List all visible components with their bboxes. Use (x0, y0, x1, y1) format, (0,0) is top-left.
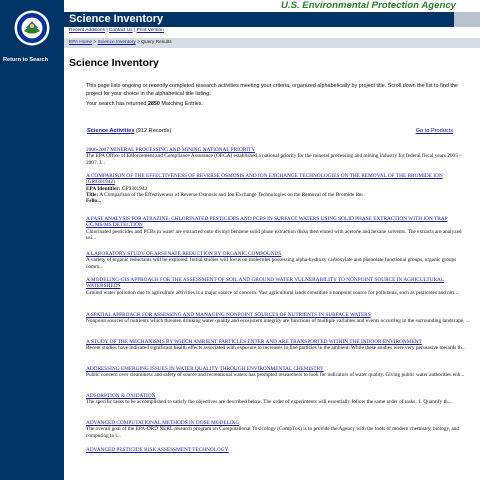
site-title: Science Inventory (69, 13, 164, 25)
print-version-link[interactable]: Print Version (136, 28, 164, 33)
entry-description: Ground water pollution due to agriculture activities is a major source of concern. Vast agricultural lands constitute a nonpoint source for pollutants, such as pesticides and nitr... (86, 289, 459, 296)
activities-heading (87, 128, 171, 134)
intro-text: This page lists ongoing or recently completed research activities meeting your criteria, organized alphabetically by project title. Scroll down the list to find the project for your choice in the alphabetical title listing. (86, 83, 458, 97)
entry-title-link[interactable]: A COMPARISON OF THE EFFECTIVENESS OF REVERSE OSMOSIS AND ION EXCHANGE TECHNOLOGIES ON THE REMOVAL OF THE BROMIDE ION (GF9301942) (86, 173, 443, 186)
breadcrumb-separator: > (137, 39, 142, 45)
entry-title-link[interactable]: A FAST ANALYSIS FOR ATRAZINE, CHLORINATED PESTICIDES AND PCBS IN SURFACE WATERS USING SOLID PHASE EXTRACTION WITH ION TRAP GC/MS/MS DETECTION (86, 216, 448, 229)
list-item (86, 216, 470, 241)
entry-title-link[interactable]: ADVANCED COMPUTATIONAL METHODS IN DOSE MODELING (86, 420, 240, 426)
entry-fellow (86, 198, 470, 204)
entry-description: Chlorinated pesticides and PCBs in water are extracted onto divinyl benzene solid phase extraction disks then eluted with acetone and hexane solvents. The extracts are analyzed usi... (86, 228, 462, 241)
site-title-bar (64, 12, 454, 27)
breadcrumb-bar (64, 38, 480, 48)
breadcrumb-science-inventory[interactable]: Science Inventory (97, 39, 136, 45)
entry-title-link[interactable]: A MODELING-GIS APPROACH FOR THE ASSESSMENT OF SOIL AND GROUND WATER VULNERABILITY TO NONPOINT SOURCE IN AGRICULTURAL WATERSHEDS (86, 277, 445, 290)
entry-description: Public concern over cleanliness and safety of source and recreational waters has prompted researchers to look for indicators of water quality. Giving public water authorities enh... (86, 372, 465, 379)
result-count-prefix: Your search has returned (86, 101, 147, 107)
list-item (86, 173, 470, 204)
left-sidebar (0, 0, 64, 480)
entry-title-link[interactable]: A LABORATORY STUDY OF ARSENATE REDUCTION BY ORGANIC COMPOUNDS (86, 251, 282, 257)
breadcrumb (69, 40, 172, 45)
agency-title[interactable]: U.S. Environmental Protection Agency (280, 0, 456, 11)
entry-title-link[interactable]: 2006-2007 MINERAL PROCESSING AND MINING NATIONAL PRIORITY (86, 147, 256, 153)
breadcrumb-separator: > (93, 39, 98, 45)
list-item (86, 420, 470, 439)
page-title: Science Inventory (69, 57, 159, 69)
list-item (86, 277, 470, 296)
entry-title-link[interactable]: ADSORPTION & OXIDATION (86, 393, 156, 399)
result-count (86, 101, 203, 107)
entry-title-link[interactable]: ADVANCED PESTICIDE RISK ASSESSMENT TECHNOLOGY (86, 447, 229, 453)
list-item (86, 251, 470, 270)
contact-us-link[interactable]: Contact Us (108, 28, 133, 33)
breadcrumb-current: Query Results (141, 39, 172, 45)
return-to-search-link[interactable]: Return to Search (3, 57, 49, 63)
entry-title-link[interactable]: A STUDY OF THE MECHANISMS BY WHICH AMBIENT PARTICLES ENTER AND ARE TRANSPORTED WITHIN THE INDOOR ENVIRONMENT (86, 339, 422, 345)
list-item (86, 312, 470, 325)
utility-links (69, 28, 164, 33)
full-title-label: Title: (86, 191, 99, 198)
entry-description (86, 186, 470, 205)
agency-banner (64, 0, 480, 12)
utility-bar (64, 27, 480, 38)
entry-title-link[interactable]: A SPATIAL APPROACH FOR ASSESSING AND MANAGING NONPOINT SOURCES OF NUTRIENTS IN SURFACE WATERS (86, 312, 371, 318)
title-bar-end (454, 12, 480, 27)
entry-description: The overall goal of the EPA-ORD NERL research program on Computational Toxicology (CompTox) is to provide the Agency with the tools of modern chemistry, biology, and computing to i... (86, 426, 460, 439)
result-count-number: 2850 (147, 101, 160, 107)
list-item (86, 447, 470, 453)
full-title-value: A Comparison of the Effectiveness of Reverse Osmosis and Ion Exchange Technologies on the Removal of the Bromide Ion (99, 191, 363, 198)
result-count-suffix: Matching Entries. (161, 101, 203, 107)
entry-description: The specific tasks to be accomplished to satisfy the objectives are described below. The order of experiments will essentially follow the same order of tasks. 1. Quantify th... (86, 399, 452, 406)
identifier-value: GF9301942 (121, 185, 148, 192)
list-item (86, 366, 470, 379)
list-item (86, 393, 470, 406)
science-activities-link[interactable]: Science Activities (87, 128, 135, 134)
recent-additions-link[interactable]: Recent Additions (69, 28, 105, 33)
entry-description: Recent studies have indicated significant health effects associated with exposure to increases in fine particles in the ambient. While these studies were very persuasive towards th... (86, 345, 466, 352)
activities-count: (912 Records) (135, 128, 172, 134)
entry-description: The EPA Office of Enforcement and Compliance Assurance (OECA) established a national priority for the mineral processing and mining industry for federal fiscal years 2005 – 2007. I... (86, 153, 462, 166)
entry-description: Nonpoint sources of nutrients which threaten drinking water quality and ecosystem integrity are functions of multiple variables and events occurring in the surrounding landscape. ... (86, 318, 470, 325)
go-to-products-link[interactable]: Go to Products (415, 128, 453, 134)
list-item (86, 339, 470, 352)
separator: | (106, 28, 109, 33)
entry-title-link[interactable]: ADDRESSING EMERGING ISSUES IN WATER QUALITY THROUGH ENVIRONMENTAL CHEMISTRY (86, 366, 324, 372)
separator: | (134, 28, 137, 33)
entry-description: A variety of organic reductants will be explored. Initial studies will focus on molecules possessing alpha-hydroxy carboxylate and phenolate functional groups, organic groups comm... (86, 257, 457, 270)
identifier-label: EPA Identifier: (86, 185, 121, 192)
breadcrumb-epa-home[interactable]: EPA Home (69, 39, 93, 45)
epa-seal-icon[interactable] (14, 10, 50, 46)
fellow-text: Fello... (86, 198, 102, 205)
list-item (86, 147, 470, 166)
